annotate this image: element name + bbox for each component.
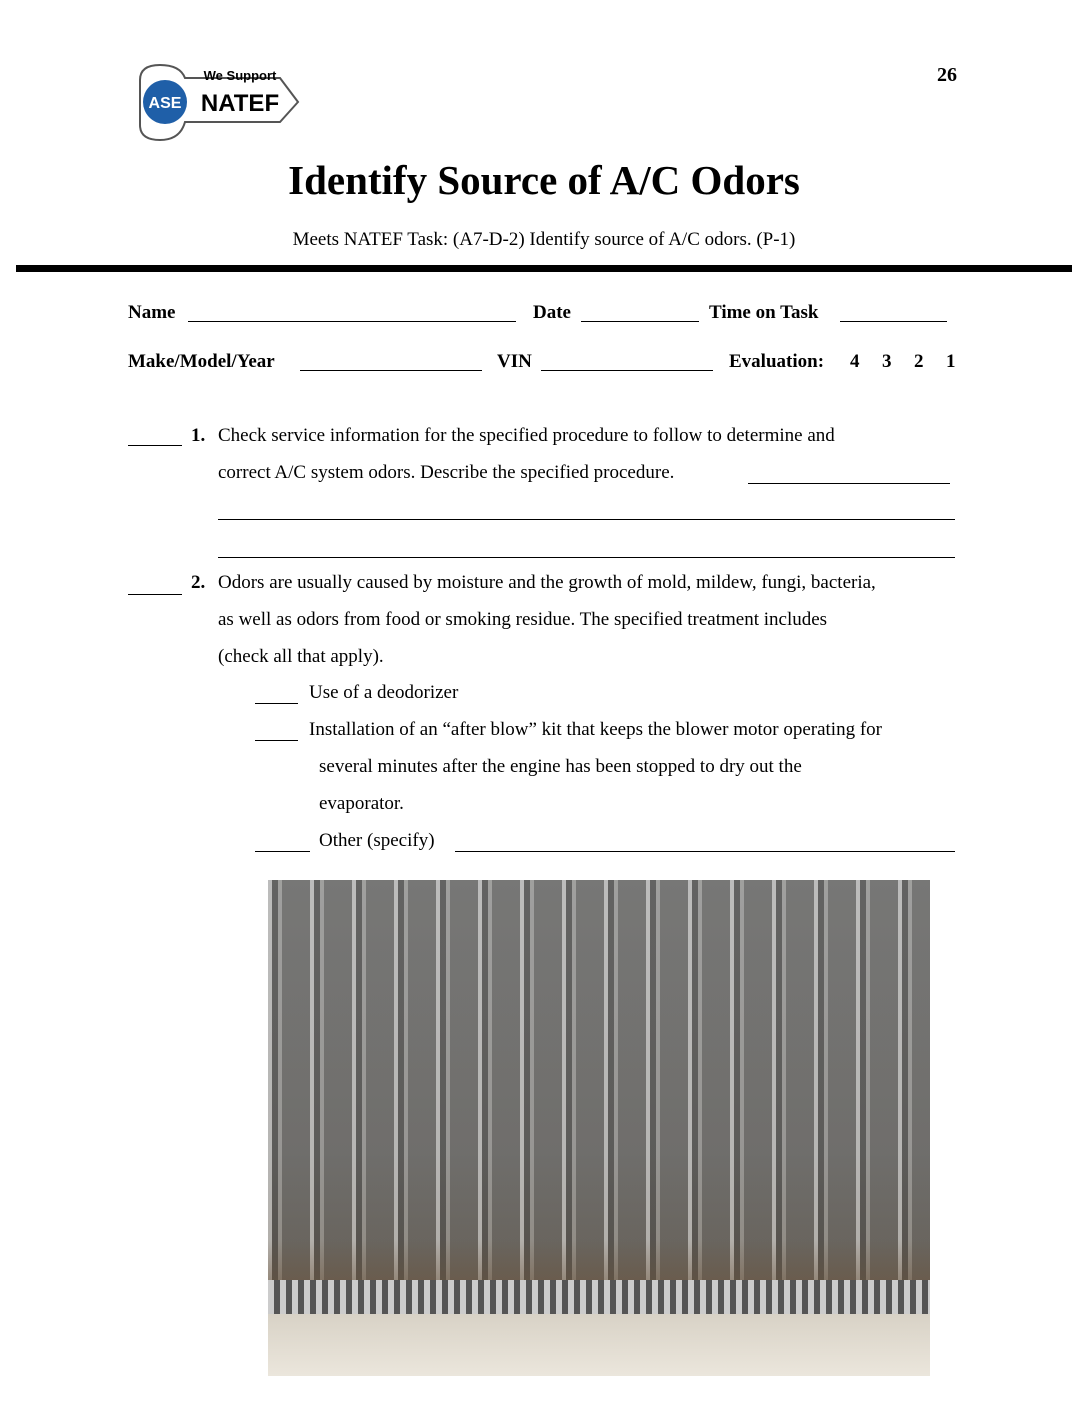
score-4[interactable]: 4 <box>850 351 860 372</box>
step-2-text: (check all that apply). <box>218 646 384 667</box>
make-model-year-label: Make/Model/Year <box>128 351 275 372</box>
divider <box>16 265 1072 272</box>
time-on-task-label: Time on Task <box>709 302 819 323</box>
make-model-year-field[interactable] <box>300 370 482 371</box>
answer-line[interactable] <box>748 483 950 484</box>
date-label: Date <box>533 302 571 323</box>
score-1[interactable]: 1 <box>946 351 956 372</box>
option-after-blow: Installation of an “after blow” kit that keeps the blower motor operating for <box>309 719 882 740</box>
natef-logo <box>130 60 305 145</box>
step-1-checkbox[interactable] <box>128 445 182 446</box>
option-deodorizer: Use of a deodorizer <box>309 682 459 703</box>
option-checkbox-other[interactable] <box>255 851 310 852</box>
svg-text:We Support: We Support <box>203 68 277 83</box>
page-title: Identify Source of A/C Odors <box>288 157 800 203</box>
option-after-blow: evaporator. <box>319 793 404 814</box>
name-field[interactable] <box>188 321 516 322</box>
score-2[interactable]: 2 <box>914 351 924 372</box>
option-checkbox-after-blow[interactable] <box>255 740 298 741</box>
svg-text:ASE: ASE <box>148 95 182 112</box>
time-on-task-field[interactable] <box>840 321 947 322</box>
vin-label: VIN <box>497 351 532 372</box>
answer-line[interactable] <box>218 557 955 558</box>
page-number: 26 <box>937 64 957 86</box>
evaporator-photo <box>268 880 930 1376</box>
date-field[interactable] <box>581 321 699 322</box>
option-after-blow: several minutes after the engine has been stopped to dry out the <box>319 756 802 777</box>
step-2-text: as well as odors from food or smoking residue. The specified treatment includes <box>218 609 828 630</box>
task-subtitle: Meets NATEF Task: (A7-D-2) Identify source of A/C odors. (P-1) <box>292 229 796 250</box>
step-1-number: 1. <box>191 425 206 446</box>
step-2-checkbox[interactable] <box>128 594 182 595</box>
vin-field[interactable] <box>541 370 713 371</box>
score-3[interactable]: 3 <box>882 351 892 372</box>
other-specify-field[interactable] <box>455 851 955 852</box>
option-other: Other (specify) <box>319 830 435 851</box>
step-1-text: correct A/C system odors. Describe the specified procedure. <box>218 462 675 483</box>
step-1-text: Check service information for the specified procedure to follow to determine and <box>218 425 835 446</box>
evaluation-label: Evaluation: <box>729 351 825 372</box>
step-2-number: 2. <box>191 572 206 593</box>
name-label: Name <box>128 302 176 323</box>
answer-line[interactable] <box>218 519 955 520</box>
option-checkbox-deodorizer[interactable] <box>255 703 298 704</box>
svg-text:NATEF: NATEF <box>200 90 280 117</box>
step-2-text: Odors are usually caused by moisture and the growth of mold, mildew, fungi, bacteria, <box>218 572 876 593</box>
